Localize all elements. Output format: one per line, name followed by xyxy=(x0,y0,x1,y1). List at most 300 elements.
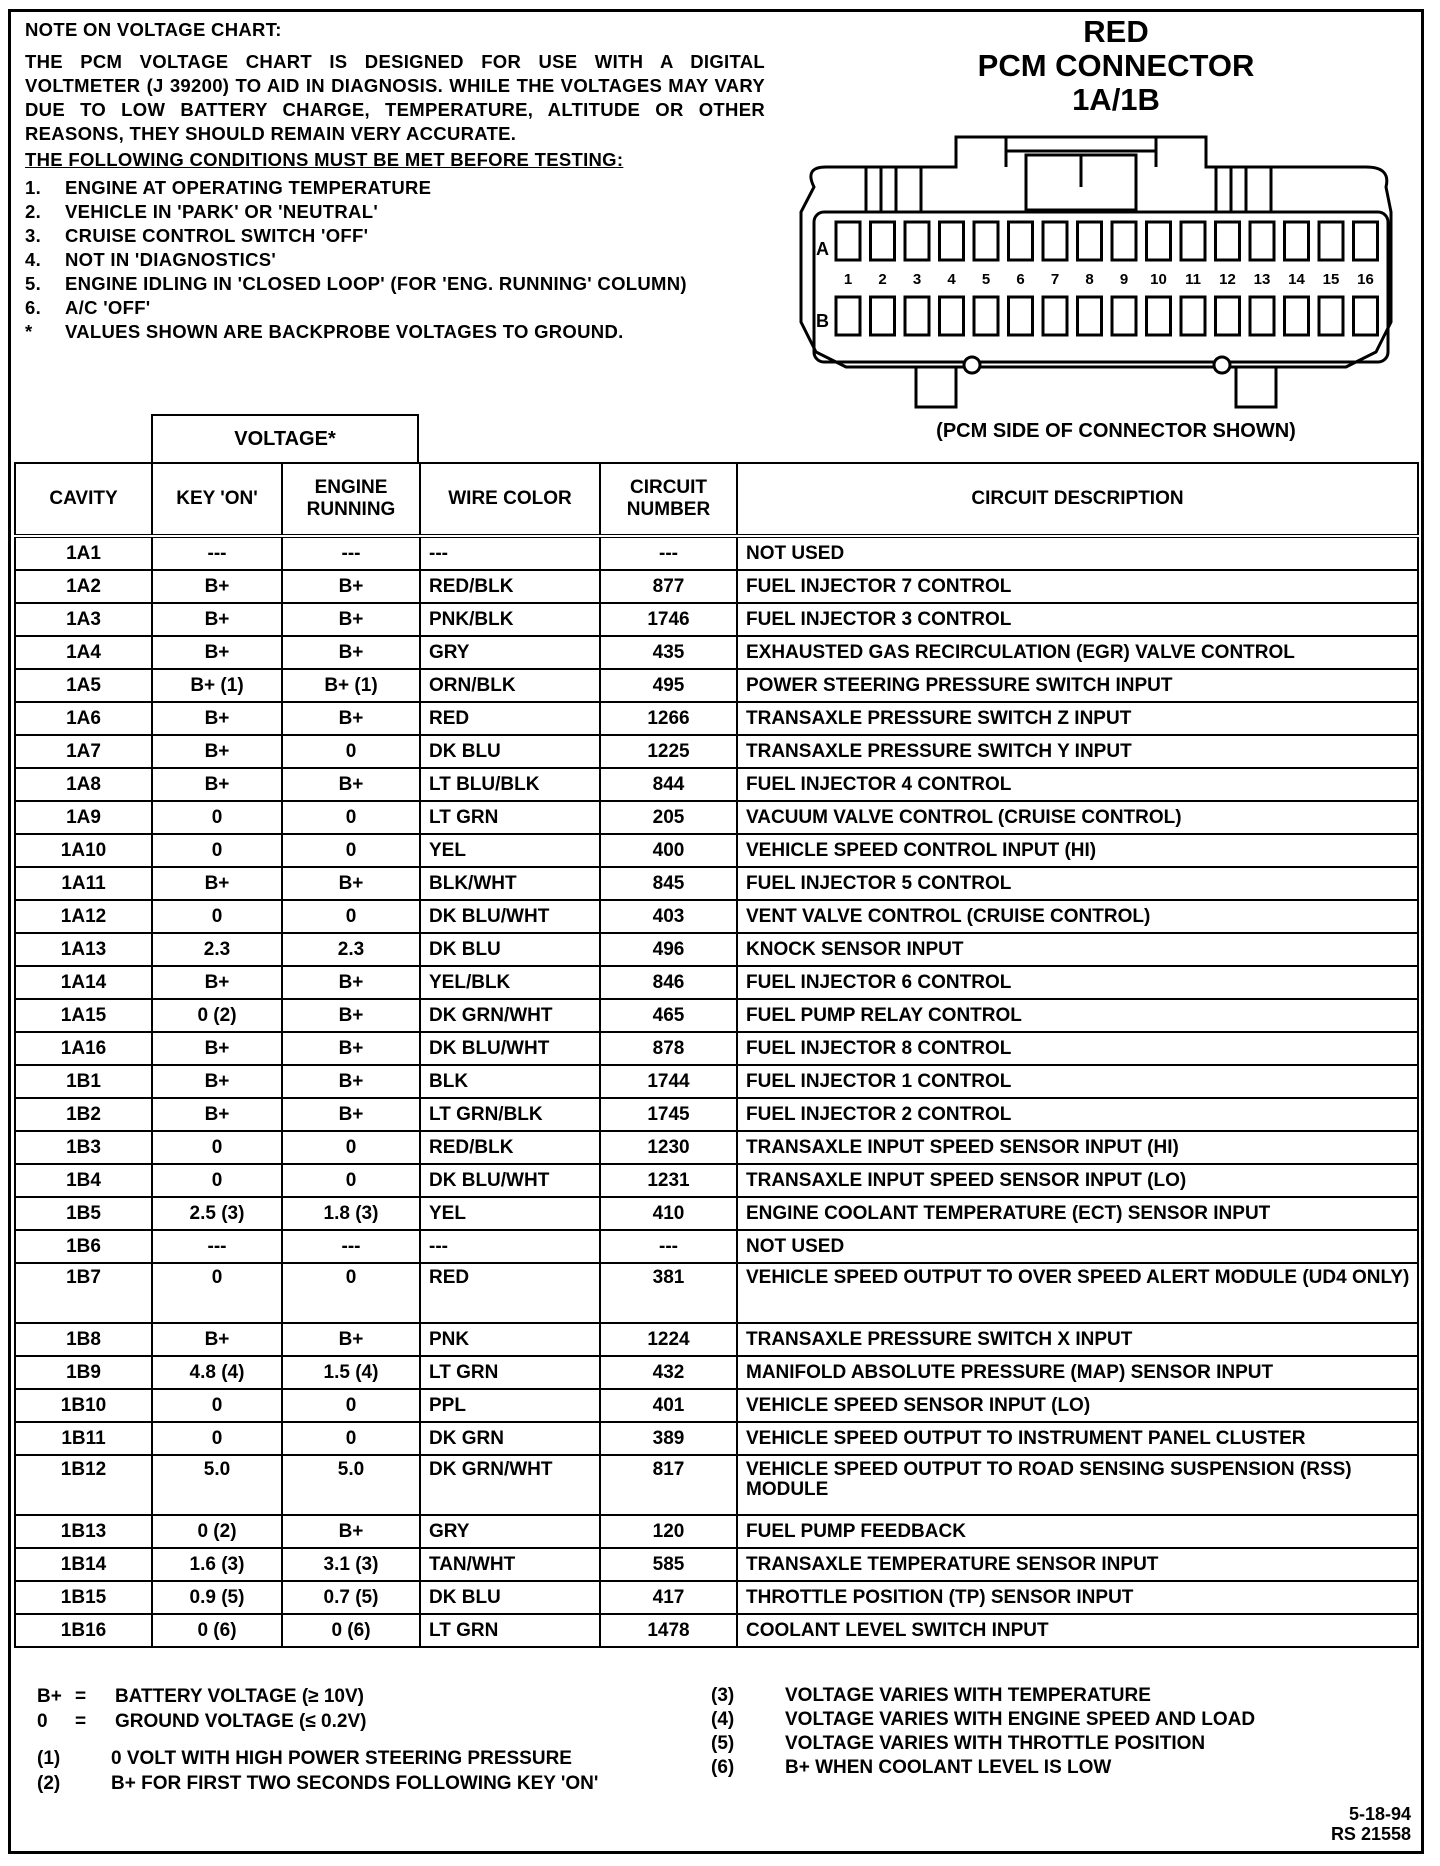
connector-pin-a16 xyxy=(1354,222,1378,260)
key-on-cell: B+ xyxy=(152,1065,282,1098)
table-body xyxy=(15,536,1418,1647)
wire-color-cell: RED/BLK xyxy=(420,570,600,603)
engine-running-cell: 0 xyxy=(282,1263,420,1323)
key-on-cell: B+ xyxy=(152,1323,282,1356)
circuit-description-cell: TRANSAXLE INPUT SPEED SENSOR INPUT (HI) xyxy=(737,1131,1418,1164)
table-row xyxy=(15,636,1418,669)
circuit-description-cell: NOT USED xyxy=(737,536,1418,570)
note-heading: NOTE ON VOLTAGE CHART: xyxy=(25,19,282,40)
table-row xyxy=(15,669,1418,702)
cavity-cell: 1A15 xyxy=(15,999,152,1032)
wire-color-cell: LT BLU/BLK xyxy=(420,768,600,801)
condition-item xyxy=(25,200,765,224)
circuit-number-cell: 1266 xyxy=(600,702,737,735)
cavity-cell: 1B14 xyxy=(15,1548,152,1581)
engine-running-cell: B+ xyxy=(282,768,420,801)
legend-note-key: (5) xyxy=(711,1733,735,1754)
circuit-description-cell: TRANSAXLE PRESSURE SWITCH Z INPUT xyxy=(737,702,1418,735)
connector-row-a-pins xyxy=(836,222,1378,260)
key-on-cell: 0 xyxy=(152,900,282,933)
wire-color-cell: LT GRN/BLK xyxy=(420,1098,600,1131)
circuit-description-cell: VEHICLE SPEED CONTROL INPUT (HI) xyxy=(737,834,1418,867)
engine-running-cell: 0 (6) xyxy=(282,1614,420,1647)
wire-color-cell: PNK xyxy=(420,1323,600,1356)
legend-note-key: (2) xyxy=(37,1773,61,1794)
header-circuit-number: CIRCUIT NUMBER xyxy=(600,463,737,536)
engine-running-cell: 0 xyxy=(282,1389,420,1422)
table-row xyxy=(15,1356,1418,1389)
engine-running-cell: --- xyxy=(282,1230,420,1263)
circuit-number-cell: 435 xyxy=(600,636,737,669)
circuit-description-cell: FUEL PUMP RELAY CONTROL xyxy=(737,999,1418,1032)
cavity-cell: 1B15 xyxy=(15,1581,152,1614)
connector-row-b-pins xyxy=(836,297,1378,335)
connector-pin-a2 xyxy=(871,222,895,260)
connector-pin-b2 xyxy=(871,297,895,335)
connector-pin-a5 xyxy=(974,222,998,260)
connector-pin-a6 xyxy=(1009,222,1033,260)
table-row xyxy=(15,1548,1418,1581)
voltage-group-header: VOLTAGE* xyxy=(151,414,419,462)
connector-pin-b3 xyxy=(905,297,929,335)
pin-number-label: 10 xyxy=(1150,271,1167,288)
legend-battery-text: BATTERY VOLTAGE (≥ 10V) xyxy=(115,1686,365,1707)
legend-note-text: VOLTAGE VARIES WITH TEMPERATURE xyxy=(785,1685,1151,1706)
circuit-description-cell: FUEL INJECTOR 6 CONTROL xyxy=(737,966,1418,999)
legend-note xyxy=(711,1732,1255,1756)
condition-number: 1. xyxy=(25,177,42,198)
engine-running-cell: B+ xyxy=(282,999,420,1032)
cavity-cell: 1A11 xyxy=(15,867,152,900)
condition-text: ENGINE IDLING IN 'CLOSED LOOP' (FOR 'ENG. RUNNING' COLUMN) xyxy=(65,273,687,294)
circuit-number-cell: --- xyxy=(600,536,737,570)
legend-left xyxy=(37,1684,598,1796)
circuit-description-cell: VEHICLE SPEED OUTPUT TO OVER SPEED ALERT MODULE (UD4 ONLY) xyxy=(737,1263,1418,1323)
table-row xyxy=(15,1098,1418,1131)
engine-running-cell: --- xyxy=(282,536,420,570)
table-row xyxy=(15,834,1418,867)
voltage-chart-notes xyxy=(25,18,765,344)
condition-number: 6. xyxy=(25,297,42,318)
pin-number-label: 8 xyxy=(1085,271,1094,288)
key-on-cell: 0 (2) xyxy=(152,999,282,1032)
wire-color-cell: ORN/BLK xyxy=(420,669,600,702)
circuit-description-cell: POWER STEERING PRESSURE SWITCH INPUT xyxy=(737,669,1418,702)
circuit-description-cell: VEHICLE SPEED OUTPUT TO INSTRUMENT PANEL CLUSTER xyxy=(737,1422,1418,1455)
connector-pin-a14 xyxy=(1285,222,1309,260)
connector-pin-b7 xyxy=(1043,297,1067,335)
pin-number-label: 3 xyxy=(912,271,922,288)
legend-battery-key: B+ xyxy=(37,1686,62,1707)
condition-item xyxy=(25,272,765,296)
circuit-number-cell: 400 xyxy=(600,834,737,867)
engine-running-cell: 0 xyxy=(282,801,420,834)
condition-number: 5. xyxy=(25,273,42,294)
key-on-cell: B+ xyxy=(152,603,282,636)
key-on-cell: B+ xyxy=(152,1098,282,1131)
engine-running-cell: B+ xyxy=(282,867,420,900)
connector-pin-b14 xyxy=(1285,297,1309,335)
condition-text: NOT IN 'DIAGNOSTICS' xyxy=(65,249,277,270)
key-on-cell: --- xyxy=(152,1230,282,1263)
key-on-cell: 2.3 xyxy=(152,933,282,966)
legend-note-text: VOLTAGE VARIES WITH THROTTLE POSITION xyxy=(785,1733,1206,1754)
connector-pin-b5 xyxy=(974,297,998,335)
engine-running-cell: 0 xyxy=(282,1164,420,1197)
connector-pin-b8 xyxy=(1078,297,1102,335)
connector-pin-a3 xyxy=(905,222,929,260)
circuit-number-cell: 1745 xyxy=(600,1098,737,1131)
table-header-row xyxy=(15,463,1418,536)
pin-number-label: 4 xyxy=(947,271,956,288)
cavity-cell: 1B11 xyxy=(15,1422,152,1455)
wire-color-cell: RED/BLK xyxy=(420,1131,600,1164)
circuit-description-cell: FUEL INJECTOR 5 CONTROL xyxy=(737,867,1418,900)
circuit-number-cell: 845 xyxy=(600,867,737,900)
engine-running-cell: B+ xyxy=(282,636,420,669)
wire-color-cell: LT GRN xyxy=(420,801,600,834)
cavity-cell: 1B4 xyxy=(15,1164,152,1197)
circuit-number-cell: 877 xyxy=(600,570,737,603)
cavity-cell: 1B5 xyxy=(15,1197,152,1230)
connector-pin-a12 xyxy=(1216,222,1240,260)
condition-number: 4. xyxy=(25,249,42,270)
circuit-description-cell: FUEL INJECTOR 1 CONTROL xyxy=(737,1065,1418,1098)
conditions-list xyxy=(25,176,765,344)
cavity-cell: 1A10 xyxy=(15,834,152,867)
note-paragraph: THE PCM VOLTAGE CHART IS DESIGNED FOR USE WITH A DIGITAL VOLTMETER (J 39200) TO AID IN DIAGNOSIS. WHILE THE VOLTAGES MAY VARY DUE TO LOW BATTERY CHARGE, TEMPERATURE, ALTITUDE OR OTHER REASONS, THEY SHOULD REMAIN VERY ACCURATE. xyxy=(25,51,765,144)
cavity-cell: 1A2 xyxy=(15,570,152,603)
wire-color-cell: --- xyxy=(420,536,600,570)
table-row xyxy=(15,536,1418,570)
key-on-cell: 0 xyxy=(152,1389,282,1422)
wire-color-cell: DK GRN/WHT xyxy=(420,999,600,1032)
engine-running-cell: B+ xyxy=(282,1323,420,1356)
connector-pin-a13 xyxy=(1250,222,1274,260)
condition-item xyxy=(25,224,765,248)
circuit-number-cell: 496 xyxy=(600,933,737,966)
connector-pin-b16 xyxy=(1354,297,1378,335)
circuit-number-cell: 417 xyxy=(600,1581,737,1614)
connector-pin-b9 xyxy=(1112,297,1136,335)
key-on-cell: B+ xyxy=(152,768,282,801)
cavity-cell: 1B7 xyxy=(15,1263,152,1323)
cavity-cell: 1B1 xyxy=(15,1065,152,1098)
circuit-description-cell: TRANSAXLE TEMPERATURE SENSOR INPUT xyxy=(737,1548,1418,1581)
circuit-number-cell: 1225 xyxy=(600,735,737,768)
pin-number-label: 6 xyxy=(1016,271,1025,288)
table-row xyxy=(15,1230,1418,1263)
condition-text: VALUES SHOWN ARE BACKPROBE VOLTAGES TO GROUND. xyxy=(65,321,624,342)
key-on-cell: --- xyxy=(152,536,282,570)
engine-running-cell: 0 xyxy=(282,735,420,768)
legend-note-text: 0 VOLT WITH HIGH POWER STEERING PRESSURE xyxy=(111,1748,572,1769)
header-circuit-description: CIRCUIT DESCRIPTION xyxy=(737,463,1418,536)
condition-item xyxy=(25,296,765,320)
circuit-description-cell: FUEL INJECTOR 7 CONTROL xyxy=(737,570,1418,603)
table-row xyxy=(15,1581,1418,1614)
table-row xyxy=(15,966,1418,999)
key-on-cell: 2.5 (3) xyxy=(152,1197,282,1230)
table-row xyxy=(15,1065,1418,1098)
connector-bottom-tab-right xyxy=(1236,367,1276,407)
pin-number-label: 2 xyxy=(878,271,887,288)
legend-note-key: (4) xyxy=(711,1709,735,1730)
condition-text: ENGINE AT OPERATING TEMPERATURE xyxy=(65,177,432,198)
engine-running-cell: 2.3 xyxy=(282,933,420,966)
circuit-description-cell: FUEL INJECTOR 8 CONTROL xyxy=(737,1032,1418,1065)
circuit-description-cell: FUEL INJECTOR 4 CONTROL xyxy=(737,768,1418,801)
condition-item xyxy=(25,320,765,344)
circuit-description-cell: THROTTLE POSITION (TP) SENSOR INPUT xyxy=(737,1581,1418,1614)
cavity-cell: 1A7 xyxy=(15,735,152,768)
cavity-cell: 1B2 xyxy=(15,1098,152,1131)
engine-running-cell: 5.0 xyxy=(282,1455,420,1515)
conditions-heading: THE FOLLOWING CONDITIONS MUST BE MET BEFORE TESTING: xyxy=(25,149,624,170)
connector-pin-b1 xyxy=(836,297,860,335)
table-row xyxy=(15,1131,1418,1164)
engine-running-cell: B+ (1) xyxy=(282,669,420,702)
table-row xyxy=(15,1422,1418,1455)
key-on-cell: 0 (6) xyxy=(152,1614,282,1647)
condition-number: 3. xyxy=(25,225,42,246)
wire-color-cell: --- xyxy=(420,1230,600,1263)
legend-note xyxy=(37,1746,598,1771)
connector-title-color: RED xyxy=(1083,14,1149,49)
circuit-description-cell: NOT USED xyxy=(737,1230,1418,1263)
wire-color-cell: LT GRN xyxy=(420,1356,600,1389)
condition-text: A/C 'OFF' xyxy=(65,297,151,318)
legend-ground-text: GROUND VOLTAGE (≤ 0.2V) xyxy=(115,1711,367,1732)
engine-running-cell: B+ xyxy=(282,603,420,636)
table-row xyxy=(15,735,1418,768)
table-row xyxy=(15,1164,1418,1197)
engine-running-cell: 1.5 (4) xyxy=(282,1356,420,1389)
wire-color-cell: RED xyxy=(420,1263,600,1323)
wire-color-cell: DK BLU/WHT xyxy=(420,1032,600,1065)
table-row xyxy=(15,801,1418,834)
engine-running-cell: B+ xyxy=(282,570,420,603)
wire-color-cell: GRY xyxy=(420,636,600,669)
engine-running-cell: B+ xyxy=(282,966,420,999)
circuit-description-cell: VENT VALVE CONTROL (CRUISE CONTROL) xyxy=(737,900,1418,933)
wire-color-cell: BLK/WHT xyxy=(420,867,600,900)
circuit-number-cell: 410 xyxy=(600,1197,737,1230)
engine-running-cell: 0 xyxy=(282,900,420,933)
key-on-cell: B+ xyxy=(152,570,282,603)
header-cavity: CAVITY xyxy=(15,463,152,536)
circuit-number-cell: 817 xyxy=(600,1455,737,1515)
circuit-description-cell: KNOCK SENSOR INPUT xyxy=(737,933,1418,966)
pin-number-label: 13 xyxy=(1253,271,1271,288)
circuit-description-cell: TRANSAXLE PRESSURE SWITCH X INPUT xyxy=(737,1323,1418,1356)
wire-color-cell: DK GRN/WHT xyxy=(420,1455,600,1515)
legend-note-key: (3) xyxy=(711,1685,735,1706)
connector-pin-a15 xyxy=(1319,222,1343,260)
table-row xyxy=(15,999,1418,1032)
legend-ground-key: 0 xyxy=(37,1711,48,1732)
circuit-number-cell: 205 xyxy=(600,801,737,834)
connector-pin-b4 xyxy=(940,297,964,335)
cavity-cell: 1A14 xyxy=(15,966,152,999)
engine-running-cell: B+ xyxy=(282,1098,420,1131)
cavity-cell: 1A13 xyxy=(15,933,152,966)
circuit-number-cell: 585 xyxy=(600,1548,737,1581)
cavity-cell: 1A4 xyxy=(15,636,152,669)
pin-number-label: 12 xyxy=(1219,271,1236,288)
cavity-cell: 1B6 xyxy=(15,1230,152,1263)
wire-color-cell: TAN/WHT xyxy=(420,1548,600,1581)
circuit-number-cell: --- xyxy=(600,1230,737,1263)
condition-item xyxy=(25,176,765,200)
connector-pin-b6 xyxy=(1009,297,1033,335)
header-engine-running: ENGINE RUNNING xyxy=(282,463,420,536)
condition-text: VEHICLE IN 'PARK' OR 'NEUTRAL' xyxy=(65,201,379,222)
cavity-cell: 1B12 xyxy=(15,1455,152,1515)
key-on-cell: 0 xyxy=(152,801,282,834)
condition-number: * xyxy=(25,321,33,342)
circuit-description-cell: VEHICLE SPEED OUTPUT TO ROAD SENSING SUSPENSION (RSS) MODULE xyxy=(737,1455,1418,1515)
circuit-number-cell: 120 xyxy=(600,1515,737,1548)
connector-pin-b15 xyxy=(1319,297,1343,335)
pin-number-label: 9 xyxy=(1119,271,1129,288)
wire-color-cell: DK BLU xyxy=(420,735,600,768)
cavity-cell: 1A12 xyxy=(15,900,152,933)
table-row xyxy=(15,603,1418,636)
key-on-cell: 0 xyxy=(152,1263,282,1323)
pin-number-label: 16 xyxy=(1357,271,1374,288)
header-wire-color: WIRE COLOR xyxy=(420,463,600,536)
connector-pin-a1 xyxy=(836,222,860,260)
engine-running-cell: 3.1 (3) xyxy=(282,1548,420,1581)
wire-color-cell: DK BLU/WHT xyxy=(420,1164,600,1197)
legend-note xyxy=(711,1708,1255,1732)
engine-running-cell: 0 xyxy=(282,1131,420,1164)
key-on-cell: B+ xyxy=(152,636,282,669)
cavity-cell: 1A5 xyxy=(15,669,152,702)
circuit-number-cell: 403 xyxy=(600,900,737,933)
pin-number-label: 11 xyxy=(1185,271,1201,288)
connector-title-name: PCM CONNECTOR xyxy=(977,48,1255,83)
circuit-description-cell: MANIFOLD ABSOLUTE PRESSURE (MAP) SENSOR INPUT xyxy=(737,1356,1418,1389)
connector-caption: (PCM SIDE OF CONNECTOR SHOWN) xyxy=(936,420,1296,442)
pin-number-label: 1 xyxy=(843,271,853,288)
circuit-description-cell: EXHAUSTED GAS RECIRCULATION (EGR) VALVE CONTROL xyxy=(737,636,1418,669)
legend-note xyxy=(711,1756,1255,1780)
pin-number-label: 5 xyxy=(981,271,991,288)
pcm-connector-diagram xyxy=(786,127,1416,417)
key-on-cell: B+ xyxy=(152,735,282,768)
connector-pin-a10 xyxy=(1147,222,1171,260)
table-row xyxy=(15,768,1418,801)
key-on-cell: 0 xyxy=(152,1131,282,1164)
wire-color-cell: YEL/BLK xyxy=(420,966,600,999)
condition-number: 2. xyxy=(25,201,42,222)
engine-running-cell: B+ xyxy=(282,1032,420,1065)
legend-ground-eq: = xyxy=(75,1711,87,1732)
wire-color-cell: PNK/BLK xyxy=(420,603,600,636)
key-on-cell: 4.8 (4) xyxy=(152,1356,282,1389)
wire-color-cell: LT GRN xyxy=(420,1614,600,1647)
circuit-description-cell: VACUUM VALVE CONTROL (CRUISE CONTROL) xyxy=(737,801,1418,834)
legend-left-notes xyxy=(37,1746,598,1796)
legend-note-text: VOLTAGE VARIES WITH ENGINE SPEED AND LOAD xyxy=(785,1709,1256,1730)
table-row xyxy=(15,1197,1418,1230)
cavity-cell: 1A1 xyxy=(15,536,152,570)
wire-color-cell: GRY xyxy=(420,1515,600,1548)
connector-bottom-tab-left xyxy=(916,367,956,407)
connector-title xyxy=(916,15,1316,117)
engine-running-cell: B+ xyxy=(282,1515,420,1548)
circuit-number-cell: 1231 xyxy=(600,1164,737,1197)
connector-pin-numbers xyxy=(844,271,1374,288)
circuit-number-cell: 844 xyxy=(600,768,737,801)
circuit-number-cell: 381 xyxy=(600,1263,737,1323)
wire-color-cell: PPL xyxy=(420,1389,600,1422)
table-row xyxy=(15,702,1418,735)
cavity-cell: 1B8 xyxy=(15,1323,152,1356)
cavity-cell: 1B3 xyxy=(15,1131,152,1164)
key-on-cell: 0 xyxy=(152,834,282,867)
legend-note-text: B+ WHEN COOLANT LEVEL IS LOW xyxy=(785,1757,1112,1778)
wire-color-cell: YEL xyxy=(420,834,600,867)
connector-pin-a9 xyxy=(1112,222,1136,260)
circuit-number-cell: 878 xyxy=(600,1032,737,1065)
connector-pin-a7 xyxy=(1043,222,1067,260)
pin-number-label: 7 xyxy=(1050,271,1060,288)
legend-note-key: (1) xyxy=(37,1748,61,1769)
key-on-cell: B+ xyxy=(152,966,282,999)
wire-color-cell: BLK xyxy=(420,1065,600,1098)
engine-running-cell: 1.8 (3) xyxy=(282,1197,420,1230)
legend-battery-eq: = xyxy=(75,1686,87,1707)
key-on-cell: 0 (2) xyxy=(152,1515,282,1548)
cavity-cell: 1A9 xyxy=(15,801,152,834)
circuit-description-cell: ENGINE COOLANT TEMPERATURE (ECT) SENSOR INPUT xyxy=(737,1197,1418,1230)
condition-item xyxy=(25,248,765,272)
cavity-cell: 1A16 xyxy=(15,1032,152,1065)
circuit-number-cell: 432 xyxy=(600,1356,737,1389)
document-id xyxy=(1311,1804,1411,1844)
circuit-description-cell: FUEL INJECTOR 3 CONTROL xyxy=(737,603,1418,636)
circuit-number-cell: 401 xyxy=(600,1389,737,1422)
circuit-description-cell: TRANSAXLE INPUT SPEED SENSOR INPUT (LO) xyxy=(737,1164,1418,1197)
wire-color-cell: RED xyxy=(420,702,600,735)
connector-pin-b10 xyxy=(1147,297,1171,335)
key-on-cell: B+ xyxy=(152,1032,282,1065)
key-on-cell: 5.0 xyxy=(152,1455,282,1515)
key-on-cell: 0 xyxy=(152,1164,282,1197)
connector-key-left xyxy=(964,357,980,373)
pcm-voltage-table xyxy=(14,462,1419,1648)
circuit-description-cell: COOLANT LEVEL SWITCH INPUT xyxy=(737,1614,1418,1647)
legend-note xyxy=(37,1771,598,1796)
circuit-number-cell: 389 xyxy=(600,1422,737,1455)
circuit-number-cell: 1746 xyxy=(600,603,737,636)
pin-number-label: 14 xyxy=(1288,271,1305,288)
legend-right xyxy=(711,1684,1255,1780)
legend-battery xyxy=(37,1684,598,1709)
engine-running-cell: B+ xyxy=(282,1065,420,1098)
header-key-on: KEY 'ON' xyxy=(152,463,282,536)
engine-running-cell: 0 xyxy=(282,1422,420,1455)
row-a-label: A xyxy=(816,239,829,259)
table-row xyxy=(15,1614,1418,1647)
cavity-cell: 1B13 xyxy=(15,1515,152,1548)
circuit-description-cell: FUEL PUMP FEEDBACK xyxy=(737,1515,1418,1548)
key-on-cell: 0 xyxy=(152,1422,282,1455)
cavity-cell: 1A3 xyxy=(15,603,152,636)
